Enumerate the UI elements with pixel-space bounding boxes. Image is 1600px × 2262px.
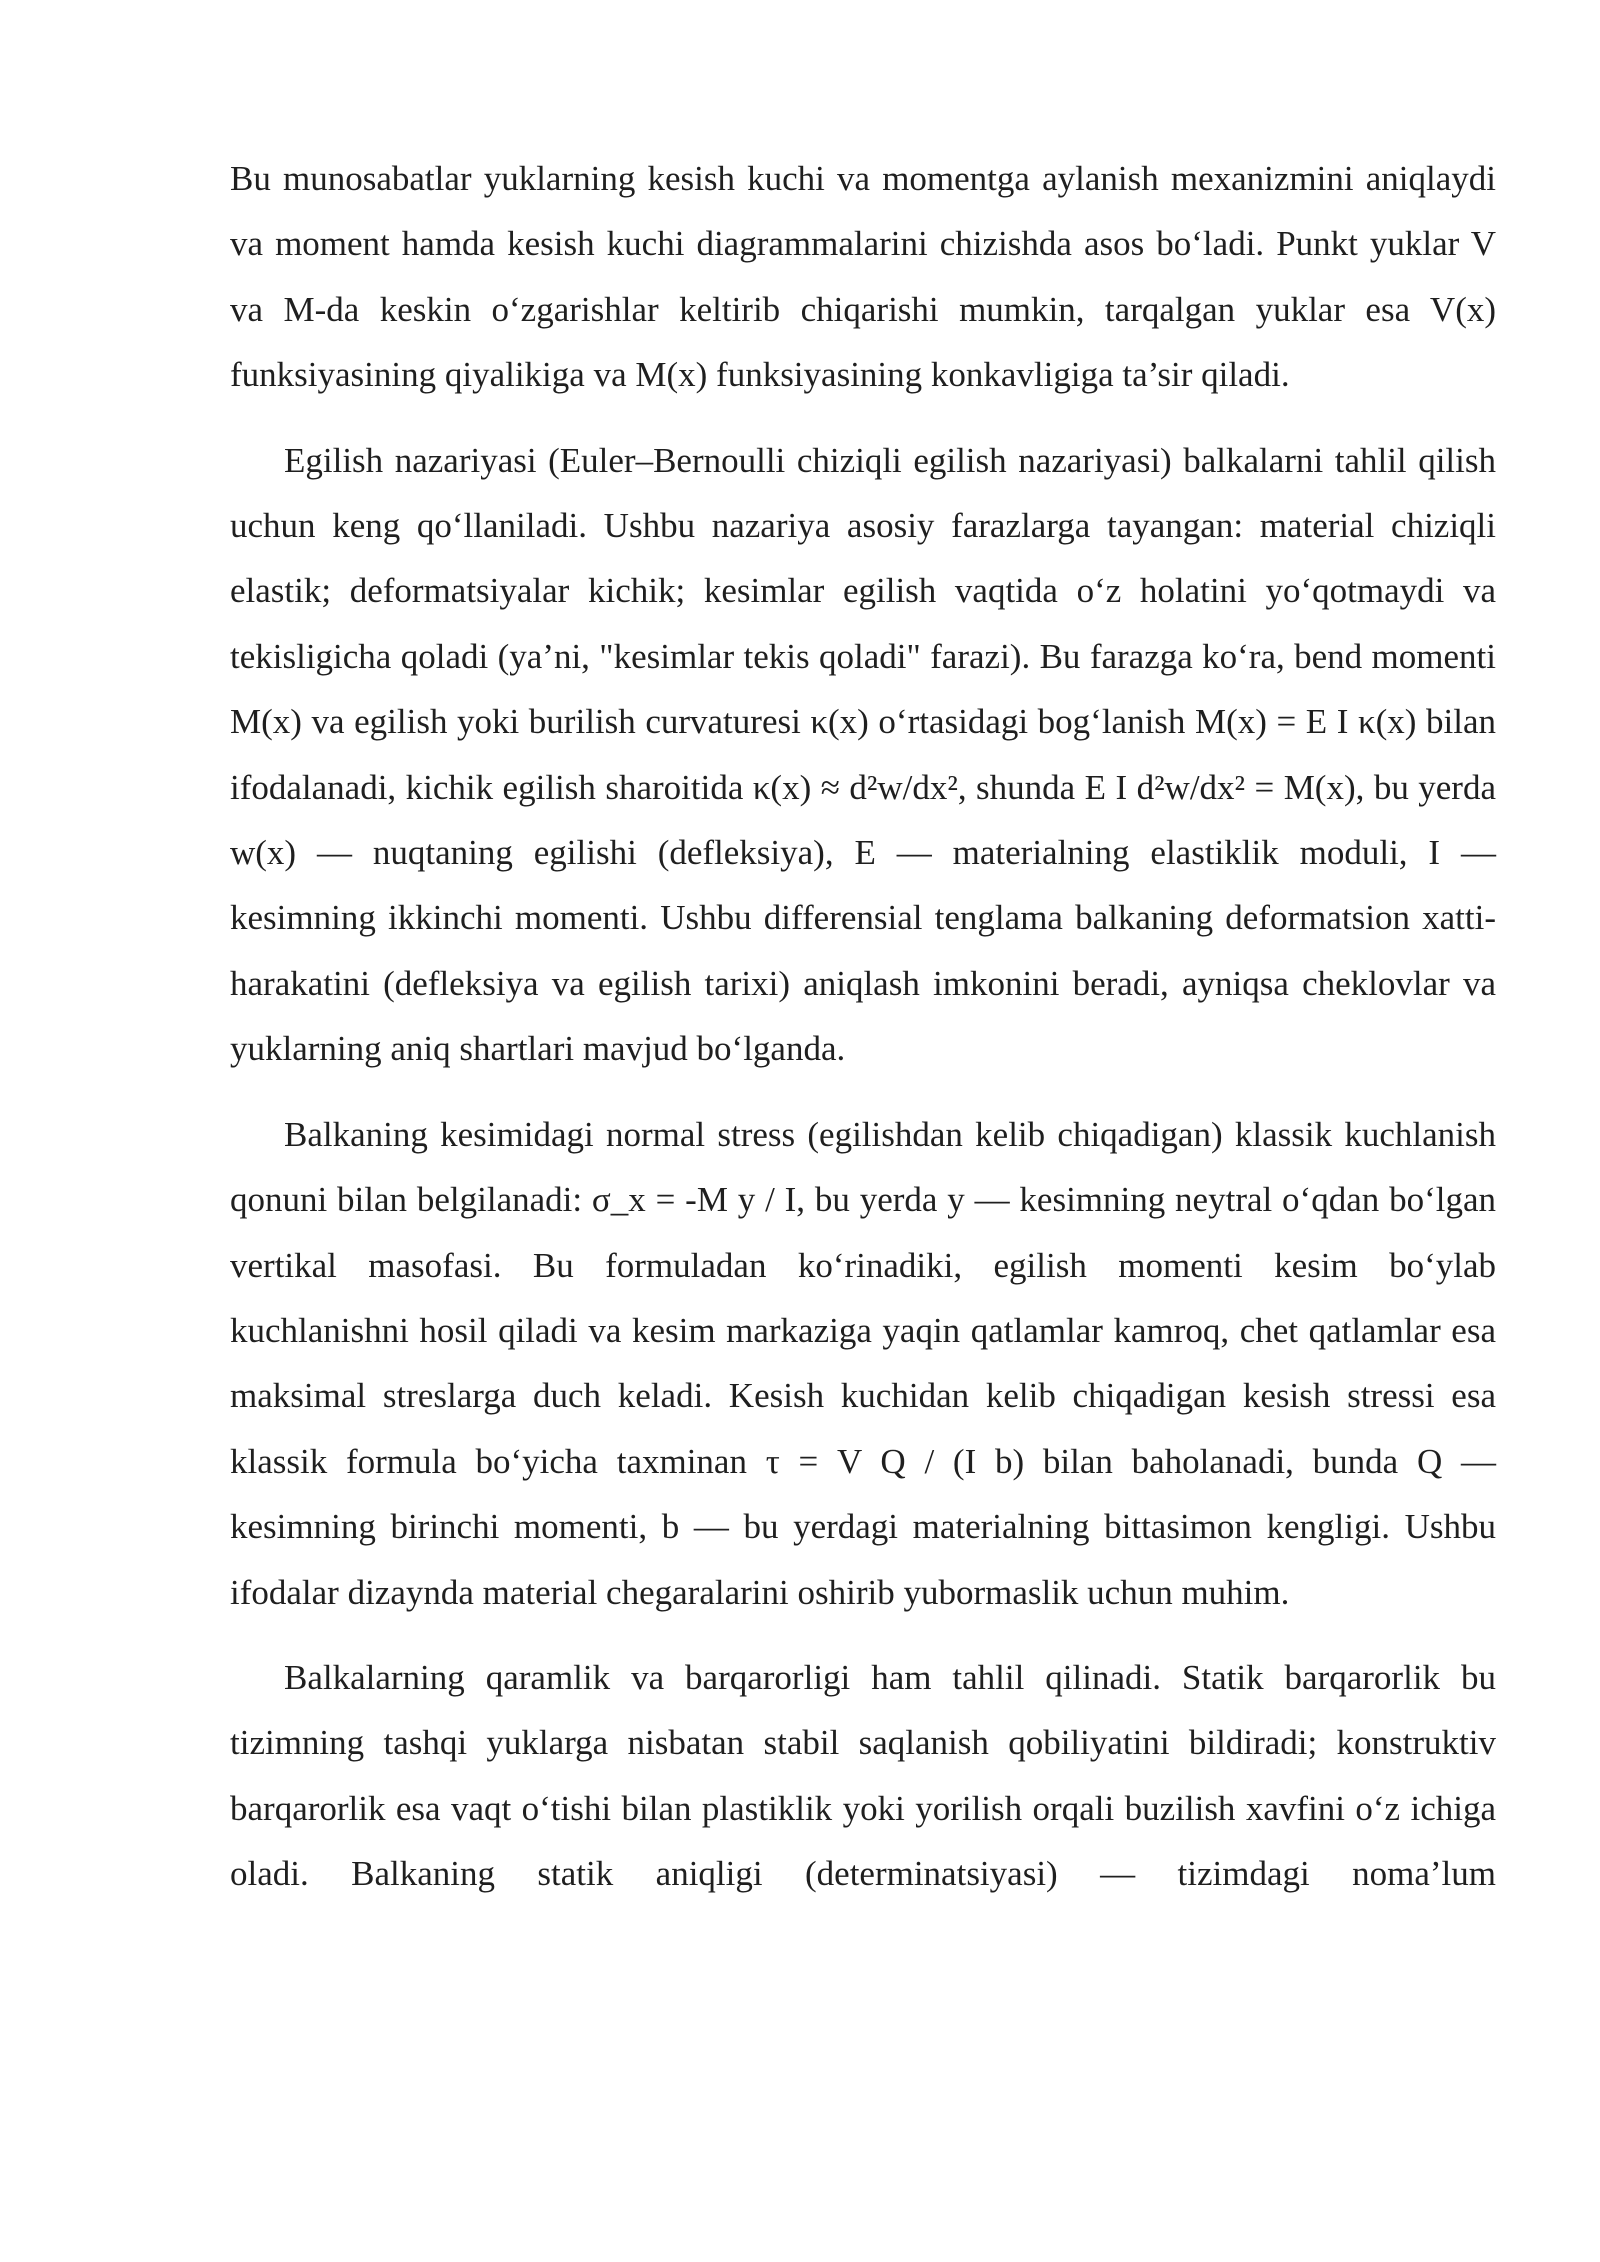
paragraph-stability: Balkalarning qaramlik va barqarorligi ham tahlil qilinadi. Statik barqarorlik bu tizimning tashqi yuklarga nisbatan stabil saqlanish qobiliyatini bildiradi; konstruktiv barqarorlik esa vaqt o‘tishi bilan plastiklik yoki yorilish orqali buzilish xavfini o‘z ichiga oladi. Balkaning statik aniqligi (determinatsiyasi) — tizimdagi noma’lum bbox=[230, 1657, 1496, 1894]
paragraph-continuation: Bu munosabatlar yuklarning kesish kuchi va momentga aylanish mexanizmini aniqlaydi va moment hamda kesish kuchi diagrammalarini chizishda asos bo‘ladi. Punkt yuklar V va M-da keskin o‘zgarishlar keltirib chiqarishi mumkin, tarqalgan yuklar esa V(x) funksiyasining qiyalikiga va M(x) funksiyasining konkavligiga ta’sir qiladi. bbox=[230, 159, 1496, 395]
document-body bbox=[230, 146, 1496, 1927]
paragraph-bending-theory: Egilish nazariyasi (Euler–Bernoulli chiziqli egilish nazariyasi) balkalarni tahlil qilish uchun keng qo‘llaniladi. Ushbu nazariya asosiy farazlarga tayangan: material chiziqli elastik; deformatsiyalar kichik; kesimlar egilish vaqtida o‘z holatini yo‘qotmaydi va tekisligicha qoladi (ya’ni, "kesimlar tekis qoladi" farazi). Bu farazga ko‘ra, bend momenti M(x) va egilish yoki burilish curvaturesi κ(x) o‘rtasidagi bog‘lanish M(x) = E I κ(x) bilan ifodalanadi, kichik egilish sharoitida κ(x) ≈ d²w/dx², shunda E I d²w/dx² = M(x), bu yerda w(x) — nuqtaning egilishi (defleksiya), E — materialning elastiklik moduli, I — kesimning ikkinchi momenti. Ushbu differensial tenglama balkaning deformatsion xatti-harakatini (defleksiya va egilish tarixi) aniqlash imkonini beradi, ayniqsa cheklovlar va yuklarning aniq shartlari mavjud bo‘lganda. bbox=[230, 440, 1496, 1069]
paragraph-normal-stress: Balkaning kesimidagi normal stress (egilishdan kelib chiqadigan) klassik kuchlanish qonuni bilan belgilanadi: σ_x = -M y / I, bu yerda y — kesimning neytral o‘qdan bo‘lgan vertikal masofasi. Bu formuladan ko‘rinadiki, egilish momenti kesim bo‘ylab kuchlanishni hosil qiladi va kesim markaziga yaqin qatlamlar kamroq, chet qatlamlar esa maksimal streslarga duch keladi. Kesish kuchidan kelib chiqadigan kesish stressi esa klassik formula bo‘yicha taxminan τ = V Q / (I b) bilan baholanadi, bunda Q — kesimning birinchi momenti, b — bu yerdagi materialning bittasimon kengligi. Ushbu ifodalar dizaynda material chegaralarini oshirib yubormaslik uchun muhim. bbox=[230, 1114, 1496, 1612]
